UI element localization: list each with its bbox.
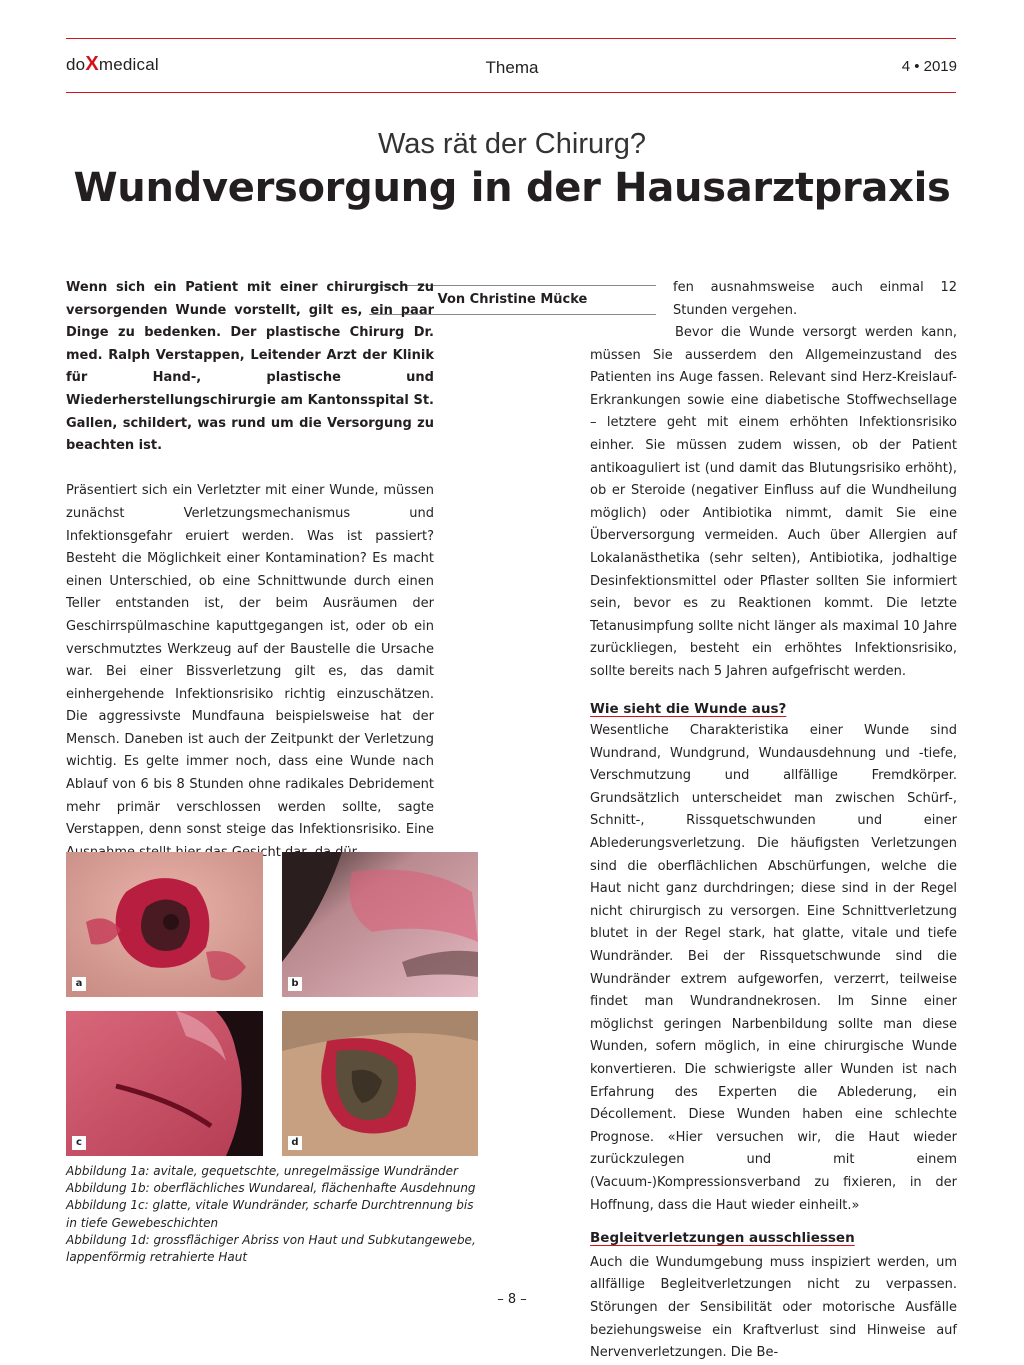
wound-photo-a-image (66, 852, 263, 997)
header-bottom-rule (66, 92, 956, 93)
doxmedical-logo (66, 53, 159, 76)
left-column (66, 277, 434, 864)
section-label: Thema (485, 58, 539, 77)
subheading-wound-appearance: Wie sieht die Wunde aus? (590, 700, 787, 717)
right-column (590, 322, 957, 1365)
logo-x-mark: X (85, 53, 99, 75)
figure-caption-1a: Abbildung 1a: avitale, gequetschte, unregelmässige Wundränder (66, 1164, 458, 1178)
figure-label-d: d (288, 1136, 302, 1150)
wound-photo-c (66, 1011, 263, 1156)
figure-caption-1c: Abbildung 1c: glatte, vitale Wundränder, scharfe Durchtrennung bis in tiefe Gewebeschichten (66, 1198, 474, 1230)
figure-caption-1b: Abbildung 1b: oberflächliches Wundareal, flächenhafte Ausdehnung (66, 1181, 476, 1196)
article-kicker: Was rät der Chirurg? (377, 128, 647, 160)
article-title: Wundversorgung in der Hausarztpraxis (73, 165, 951, 211)
right-column-top (673, 277, 957, 322)
wound-photo-c-image (66, 1011, 263, 1156)
logo-text-medical: medical (98, 55, 159, 74)
wound-photo-d-image (282, 1011, 478, 1156)
issue-label: 4 • 2019 (901, 58, 957, 75)
body-paragraph-right-3: Wesentliche Charakteristika einer Wunde sind Wundrand, Wundgrund, Wundausdehnung und -tiefe, Verschmutzung und allfällige Fremdkörper. Grundsätzlich unterscheidet man zwischen Schürf-, Schnitt-, Rissquetschwunden und einer Ablederungsverletzung. Die häufigsten Verletzungen sind die oberflächlichen Abschürfungen, welche die Haut nicht ganz durchdringen; diese sind in der Regel nicht chirurgisch zu versorgen. Eine Schnittverletzung blutet in der Regel stark, hat glatte, vitale und tiefe Wundränder. Bei der Rissquetschwunde sind die Wundränder extrem aufgeworfen, verzerrt, teilweise findet man Wundrandnekrosen. Im Sinne einer möglichst geringen Narbenbildung sollte man diese Wunden, sofern möglich, in eine chirurgische Wunde konvertieren. Die schwierigste aller Wunden ist nach Erfahrung des Experten die Ablederung, ein Décollement. Diese Wunden haben eine schlechte Prognose. «Hier versuchen wir, die Haut wieder zurückzulegen und mit einem (Vacuum-)Kompressionsverband zu fixieren, in der Hoffnung, dass die Haut wieder einheilt.» (590, 723, 957, 1213)
header-top-rule (66, 38, 956, 39)
logo-text-do: do (66, 55, 86, 74)
body-paragraph-right-4: Auch die Wundumgebung muss inspiziert werden, um allfällige Begleitverletzungen nicht zu verpassen. Störungen der Sensibilität oder motorische Ausfälle beziehungsweise ein Kraftverlust sind Hinweise auf Nervenverletzungen. Die Be- (590, 1254, 957, 1361)
figure-label-b: b (288, 977, 302, 991)
page-number: – 8 – (497, 1292, 527, 1307)
figure-caption (66, 1163, 486, 1266)
author-byline: Von Christine Mücke (369, 285, 656, 315)
subheading-accompanying-injuries: Begleitverletzungen ausschliessen (590, 1230, 855, 1247)
wound-photo-a (66, 852, 263, 997)
figure-caption-1d: Abbildung 1d: grossflächiger Abriss von Haut und Subkutangewebe, lappenförmig retrahierte Haut (66, 1232, 476, 1265)
body-paragraph-right-1: fen ausnahmsweise auch einmal 12 Stunden vergehen. (673, 280, 957, 318)
body-paragraph-left: Präsentiert sich ein Verletzter mit einer Wunde, müssen zunächst Verletzungsmechanismus und Infektionsgefahr eruiert werden. Was ist passiert? Besteht die Möglichkeit einer Kontamination? Es macht einen Unterschied, ob eine Schnittwunde durch einen Teller entstanden ist, der beim Ausräumen der Geschirrspülmaschine kaputtgegangen ist, oder ob ein verschmutztes Werkzeug auf der Baustelle die Ursache war. Bei einer Bissverletzung gilt es, das damit einhergehende Infektionsrisiko richtig einzuschätzen. Die aggressivste Mundfauna beispielsweise hat der Mensch. Daneben ist auch der Zeitpunkt der Verletzung wichtig. Es gelte immer noch, dass eine Wunde nach Ablauf von 6 bis 8 Stunden ohne radikales Debridement mehr primär verschlossen werden sollte, sagte Verstappen, denn sonst steige das Infektionsrisiko. Eine (66, 483, 434, 838)
figure-label-a: a (72, 977, 86, 991)
wound-photo-d (282, 1011, 478, 1156)
body-paragraph-right-2: Bevor die Wunde versorgt werden kann, müssen Sie ausserdem den Allgemeinzustand des Patienten ins Auge fassen. Relevant sind Herz-Kreislauf-Erkrankungen sowie eine diabetische Stoffwechsellage – letztere geht mit einem erhöhten Infektionsrisiko einher. Sie müssen zudem wissen, ob der Patient antikoaguliert ist (und damit das Blutungsrisiko erhöht), ob er Steroide (negativer Einfluss auf die Wundheilung möglich) oder Antibiotika nimmt, damit Sie eine Überversorgung vermeiden. Auch über Allergien auf Lokalanästhetika (sehr selten), Antibiotika, jodhaltige Desinfektionsmittel oder Pflaster sollten Sie informiert sein, bevor es zu Reaktionen kommt. Die letzte Tetanusimpfung sollte nicht länger als maximal 10 Jahre zurückliegen, besteht ein erhöhtes Infektionsrisiko, sollte bereits nach 5 Jahren aufgefrischt werden. (590, 325, 957, 679)
article-lead: Wenn sich ein Patient mit einer chirurgisch zu versorgenden Wunde vorstellt, gilt es, ein paar Dinge zu bedenken. Der plastische Chirurg Dr. med. Ralph Verstappen, Leitender Arzt der Klinik für Hand-, plastische und Wiederherstellungschirurgie am Kantonsspital St. Gallen, schildert, was rund um die Versorgung zu beachten ist. (66, 280, 434, 454)
wound-photo-b (282, 852, 478, 997)
figure-label-c: c (72, 1136, 86, 1150)
wound-photo-b-image (282, 852, 478, 997)
